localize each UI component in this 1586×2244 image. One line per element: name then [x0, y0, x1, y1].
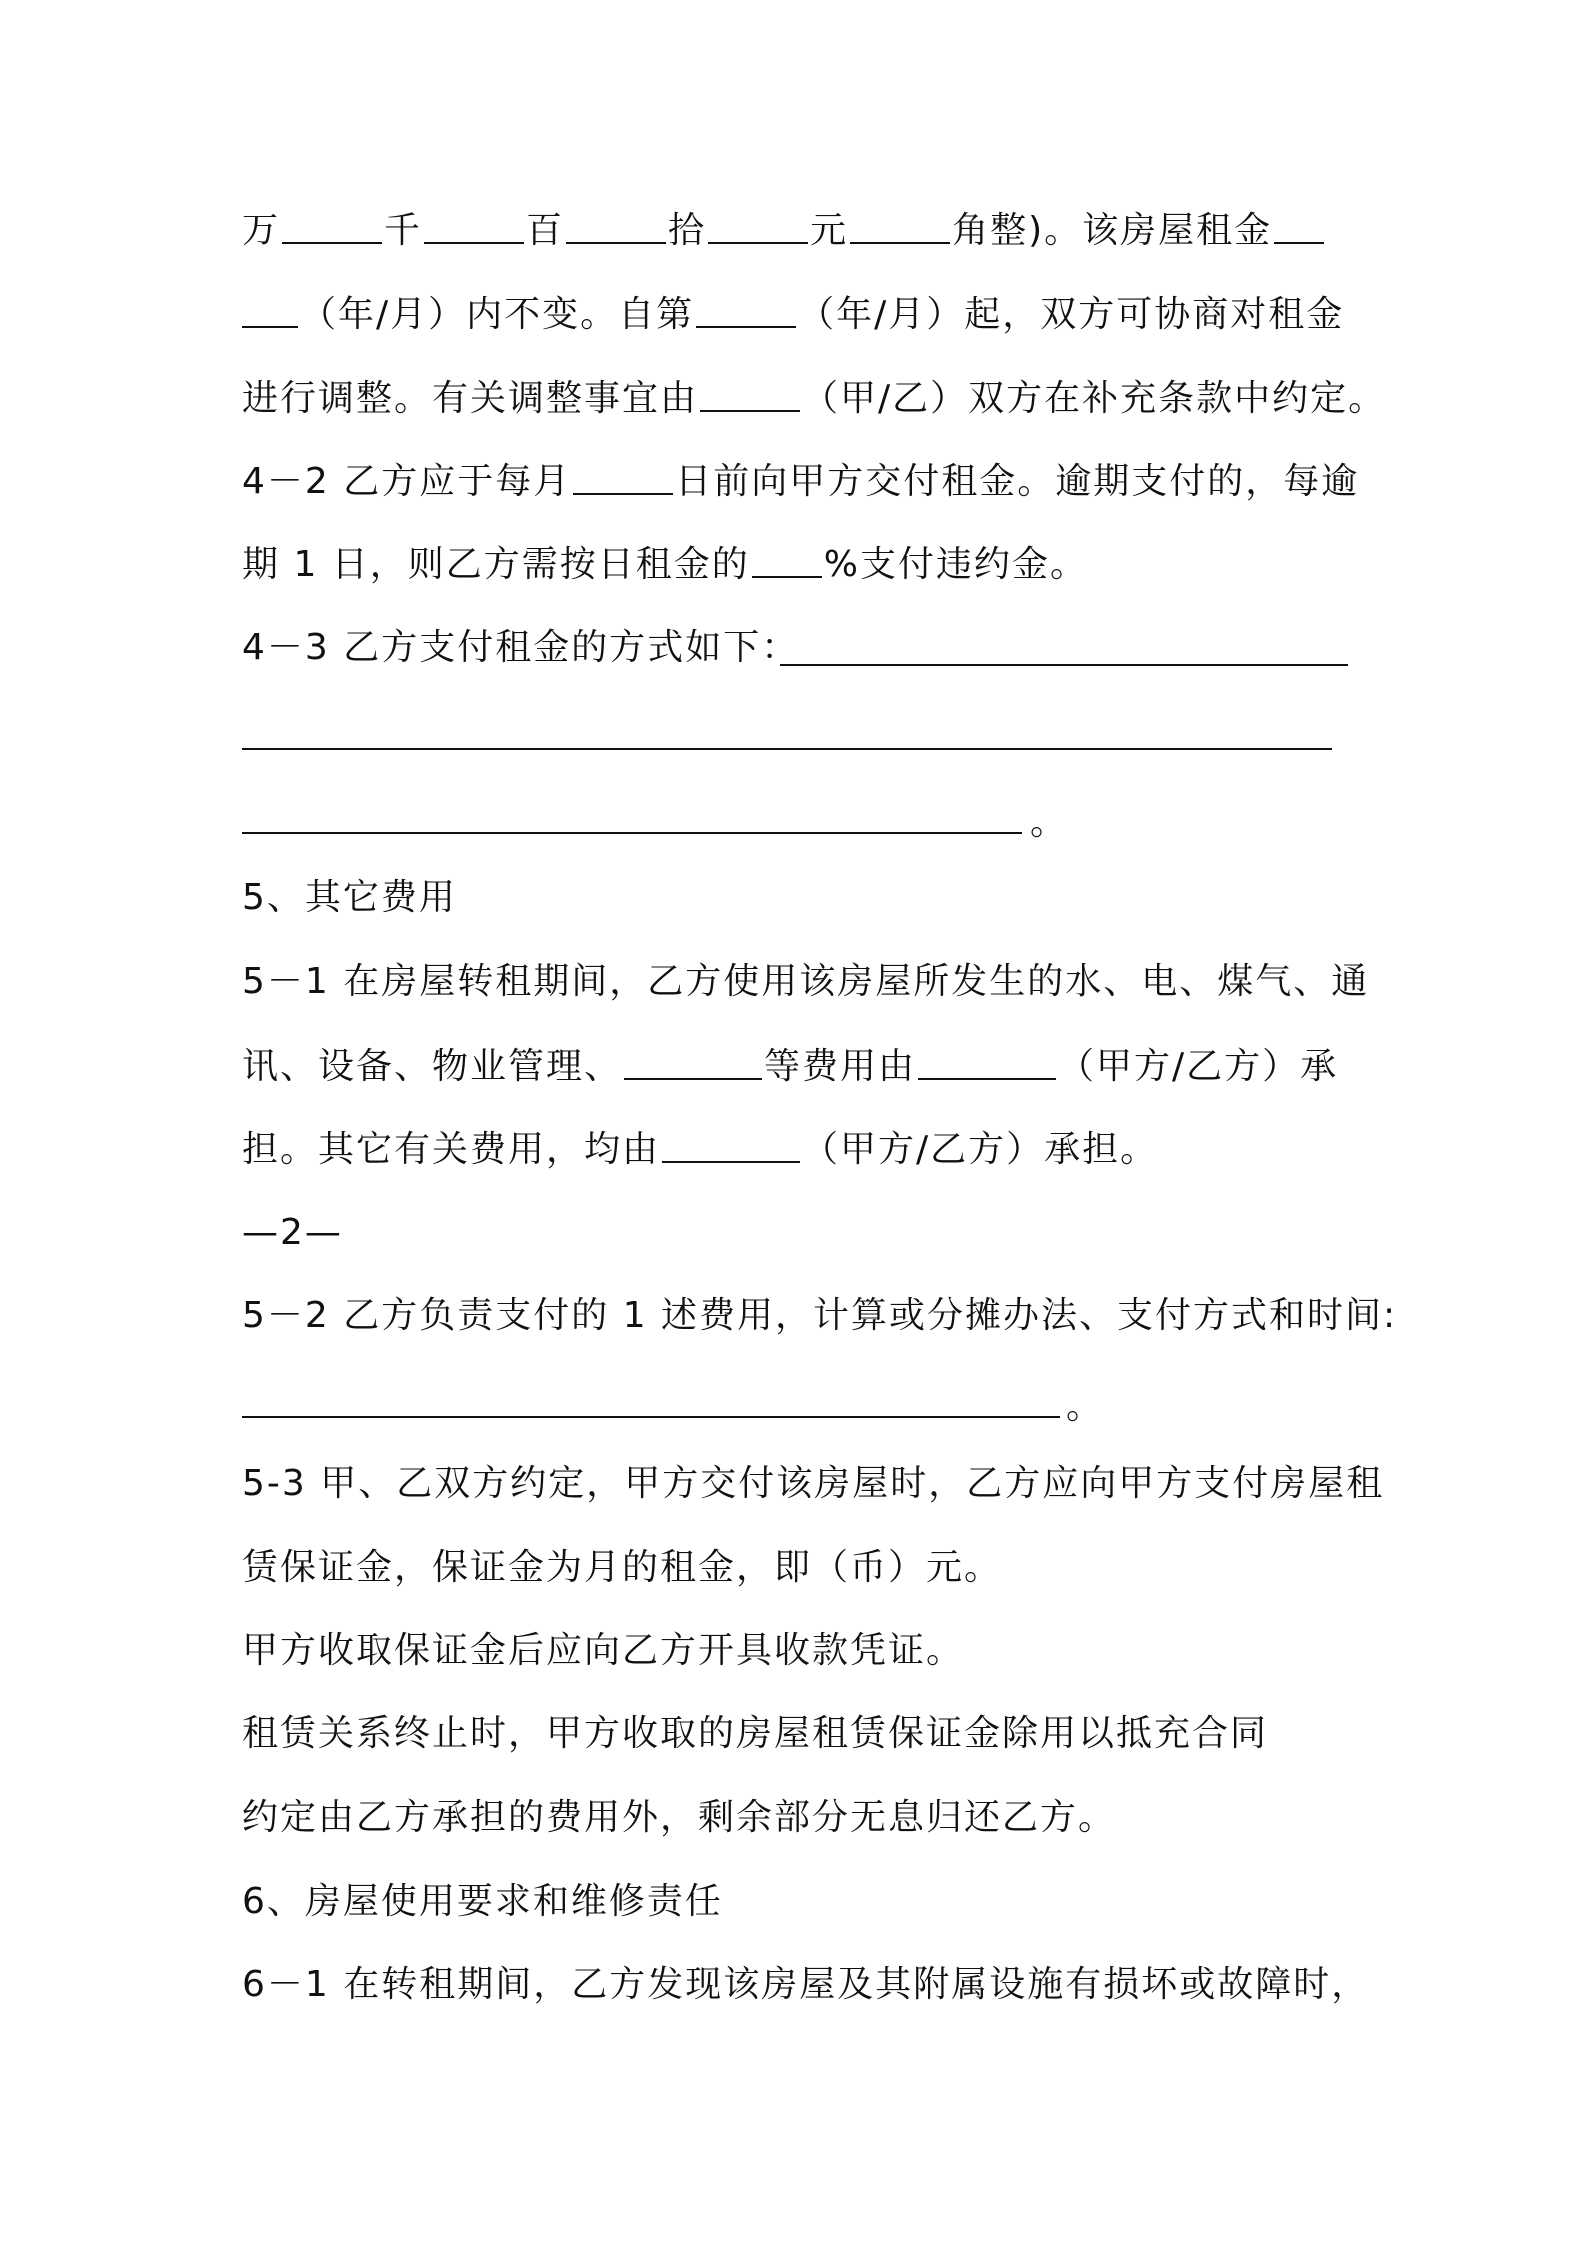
text-line: [242, 627, 800, 668]
period-mark: 。: [1030, 802, 1067, 843]
text-line: 5-3 甲、乙双方约定，甲方交付该房屋时，乙方应向甲方支付房屋租: [242, 1463, 1385, 1504]
text: 担。其它有关费用，均由: [242, 1129, 661, 1170]
text-line: [242, 212, 1326, 249]
fill-blank: [918, 1048, 1056, 1080]
fill-blank: [850, 212, 950, 244]
text: 元: [810, 210, 849, 251]
fill-line: [242, 748, 1332, 750]
text-line: 6－1 在转租期间，乙方发现该房屋及其附属设施有损坏或故障时，: [242, 1964, 1370, 2005]
fill-blank: [708, 212, 808, 244]
text-line: [242, 1048, 1338, 1085]
text: %支付违约金。: [823, 544, 1089, 585]
text: 拾: [668, 210, 707, 251]
text: 讯、设备、物业管理、: [242, 1046, 623, 1087]
fill-blank: [1274, 212, 1324, 244]
text: 日前向甲方交付租金。逾期支付的，每逾: [675, 461, 1360, 502]
text: （甲方/乙方）承担。: [802, 1129, 1159, 1170]
text: 万: [242, 210, 281, 251]
text: （年/月）内不变。自第: [300, 294, 695, 335]
text: （甲方/乙方）承: [1058, 1046, 1339, 1087]
section-heading: 6、房屋使用要求和维修责任: [242, 1881, 723, 1922]
fill-line: [242, 1416, 1060, 1418]
text: 等费用由: [764, 1046, 917, 1087]
fill-blank: [282, 212, 382, 244]
fill-blank: [696, 296, 796, 328]
text-line: 5－1 在房屋转租期间，乙方使用该房屋所发生的水、电、煤气、通: [242, 961, 1370, 1002]
text: 千: [384, 210, 423, 251]
fill-blank: [752, 546, 822, 578]
text-line: 甲方收取保证金后应向乙方开具收款凭证。: [242, 1630, 965, 1671]
fill-blank: [624, 1048, 762, 1080]
text: （年/月）起，双方可协商对租金: [798, 294, 1345, 335]
text: （甲/乙）双方在补充条款中约定。: [802, 378, 1387, 419]
text: 4－3 乙方支付租金的方式如下：: [242, 627, 800, 668]
text-line: 租赁关系终止时，甲方收取的房屋租赁保证金除用以抵充合同: [242, 1713, 1269, 1754]
fill-blank: [242, 296, 298, 328]
period-mark: 。: [1066, 1386, 1103, 1427]
text-line: [242, 546, 1088, 583]
fill-blank: [566, 212, 666, 244]
fill-blank: [662, 1131, 800, 1163]
fill-line: [780, 664, 1348, 666]
fill-blank: [573, 463, 673, 495]
text-line: [242, 296, 1344, 333]
text: 百: [526, 210, 565, 251]
text-line: [242, 463, 1359, 500]
text-line: 约定由乙方承担的费用外，剩余部分无息归还乙方。: [242, 1797, 1117, 1838]
text-line: [242, 1131, 1158, 1168]
text: 角整)。该房屋租金: [952, 210, 1273, 251]
fill-blank: [700, 380, 800, 412]
text-line: [242, 380, 1386, 417]
text: 进行调整。有关调整事宜由: [242, 378, 699, 419]
section-heading: 5、其它费用: [242, 877, 457, 918]
text: 期 1 日，则乙方需按日租金的: [242, 544, 750, 585]
page-number: —2—: [242, 1212, 343, 1253]
text-line: 5－2 乙方负责支付的 1 述费用，计算或分摊办法、支付方式和时间:: [242, 1295, 1398, 1336]
fill-blank: [424, 212, 524, 244]
fill-line: [242, 832, 1022, 834]
text: 4－2 乙方应于每月: [242, 461, 572, 502]
text-line: 赁保证金，保证金为月的租金，即（币）元。: [242, 1547, 1003, 1588]
